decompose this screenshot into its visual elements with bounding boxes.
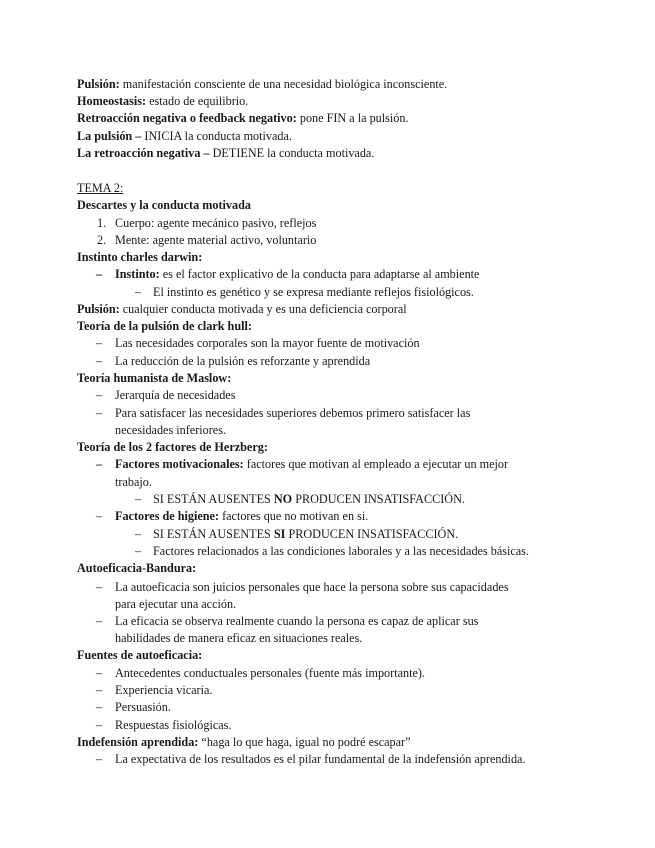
bandura-heading: Autoeficacia-Bandura:	[77, 561, 197, 575]
dash-bullet: –	[96, 666, 103, 680]
dash-bullet: –	[96, 457, 103, 471]
dash-bullet: –	[135, 527, 142, 541]
list-item-continuation: habilidades de manera eficaz en situaciones reales.	[115, 631, 363, 645]
list-item-continuation: para ejecutar una acción.	[115, 597, 237, 611]
dash-bullet: –	[135, 492, 142, 506]
definition: “haga lo que haga, igual no podré escapar”	[198, 735, 411, 749]
term: Retroacción negativa o feedback negativo:	[77, 111, 297, 125]
list-item: Factores relacionados a las condiciones laborales y a las necesidades básicas.	[153, 544, 529, 558]
list-item: Experiencia vicaria.	[115, 683, 213, 697]
list-number: 1.	[97, 216, 107, 230]
list-item: Las necesidades corporales son la mayor fuente de motivación	[115, 336, 420, 350]
list-item: Jerarquía de necesidades	[115, 388, 236, 402]
definition: pone FIN a la pulsión.	[296, 111, 409, 125]
maslow-heading: Teoría humanista de Maslow:	[77, 371, 232, 385]
emphasis: SI	[273, 527, 286, 541]
dash-bullet: –	[96, 580, 103, 594]
list-item	[153, 491, 465, 508]
list-item: La expectativa de los resultados es el pilar fundamental de la indefensión aprendida.	[115, 752, 526, 766]
def-pulsion-2	[77, 301, 407, 318]
list-item: Mente: agente material activo, voluntario	[115, 233, 317, 247]
list-item-continuation: necesidades inferiores.	[115, 423, 226, 437]
def-pulsion	[77, 76, 447, 93]
dash-bullet: –	[96, 700, 103, 714]
list-item: Respuestas fisiológicas.	[115, 718, 232, 732]
list-item: Para satisfacer las necesidades superiores debemos primero satisfacer las	[115, 406, 471, 420]
list-item	[115, 266, 479, 283]
list-item-continuation: trabajo.	[115, 475, 152, 489]
dash-bullet: –	[96, 388, 103, 402]
definition: estado de equilibrio.	[146, 94, 249, 108]
dash-bullet: –	[135, 544, 142, 558]
term: La retroacción negativa –	[77, 146, 210, 160]
text-part: PRODUCEN INSATISFACCIÓN.	[285, 527, 459, 541]
def-retroaccion	[77, 110, 409, 127]
term: Pulsión:	[77, 77, 120, 91]
dash-bullet: –	[96, 718, 103, 732]
descartes-heading: Descartes y la conducta motivada	[77, 198, 251, 212]
text-part: PRODUCEN INSATISFACCIÓN.	[292, 492, 465, 506]
tema-heading: TEMA 2:	[77, 181, 124, 195]
definition: factores que no motivan en si.	[219, 509, 369, 523]
dash-bullet: –	[96, 752, 103, 766]
term: Homeostasis:	[77, 94, 147, 108]
dash-bullet: –	[96, 683, 103, 697]
list-item: La eficacia se observa realmente cuando la persona es capaz de aplicar sus	[115, 614, 479, 628]
definition: factores que motivan al empleado a ejecutar un mejor	[243, 457, 509, 471]
list-item: Antecedentes conductuales personales (fuente más importante).	[115, 666, 425, 680]
dash-bullet: –	[96, 267, 103, 281]
list-item	[153, 526, 458, 543]
definition: es el factor explicativo de la conducta para adaptarse al ambiente	[159, 267, 480, 281]
text-part: SI ESTÁN AUSENTES	[153, 492, 274, 506]
term: Pulsión:	[77, 302, 120, 316]
darwin-heading: Instinto charles darwin:	[77, 250, 203, 264]
dash-bullet: –	[96, 354, 103, 368]
dash-bullet: –	[96, 614, 103, 628]
text-part: SI ESTÁN AUSENTES	[153, 527, 274, 541]
list-item: La autoeficacia son juicios personales que hace la persona sobre sus capacidades	[115, 580, 509, 594]
term: La pulsión –	[77, 129, 142, 143]
list-item: Persuasión.	[115, 700, 171, 714]
list-item	[115, 508, 368, 525]
list-item: Cuerpo: agente mecánico pasivo, reflejos	[115, 216, 317, 230]
dash-bullet: –	[96, 406, 103, 420]
term: Instinto:	[115, 267, 160, 281]
definition: cualquier conducta motivada y es una deficiencia corporal	[119, 302, 407, 316]
dash-bullet: –	[96, 509, 103, 523]
list-item: El instinto es genético y se expresa mediante reflejos fisiológicos.	[153, 285, 474, 299]
list-item: La reducción de la pulsión es reforzante y aprendida	[115, 354, 371, 368]
fuentes-heading: Fuentes de autoeficacia:	[77, 648, 203, 662]
definition: manifestación consciente de una necesidad biológica inconsciente.	[119, 77, 448, 91]
dash-bullet: –	[96, 336, 103, 350]
term: Indefensión aprendida:	[77, 735, 199, 749]
term: Factores motivacionales:	[115, 457, 244, 471]
definition: DETIENE la conducta motivada.	[209, 146, 375, 160]
def-la-pulsion	[77, 128, 292, 145]
hull-heading: Teoría de la pulsión de clark hull:	[77, 319, 252, 333]
list-item	[115, 456, 508, 473]
list-number: 2.	[97, 233, 107, 247]
dash-bullet: –	[135, 285, 142, 299]
definition: INICIA la conducta motivada.	[141, 129, 292, 143]
def-indefension	[77, 734, 411, 751]
def-la-retroaccion	[77, 145, 374, 162]
herzberg-heading: Teoría de los 2 factores de Herzberg:	[77, 440, 268, 454]
def-homeostasis	[77, 93, 248, 110]
term: Factores de higiene:	[115, 509, 220, 523]
emphasis: NO	[273, 492, 293, 506]
